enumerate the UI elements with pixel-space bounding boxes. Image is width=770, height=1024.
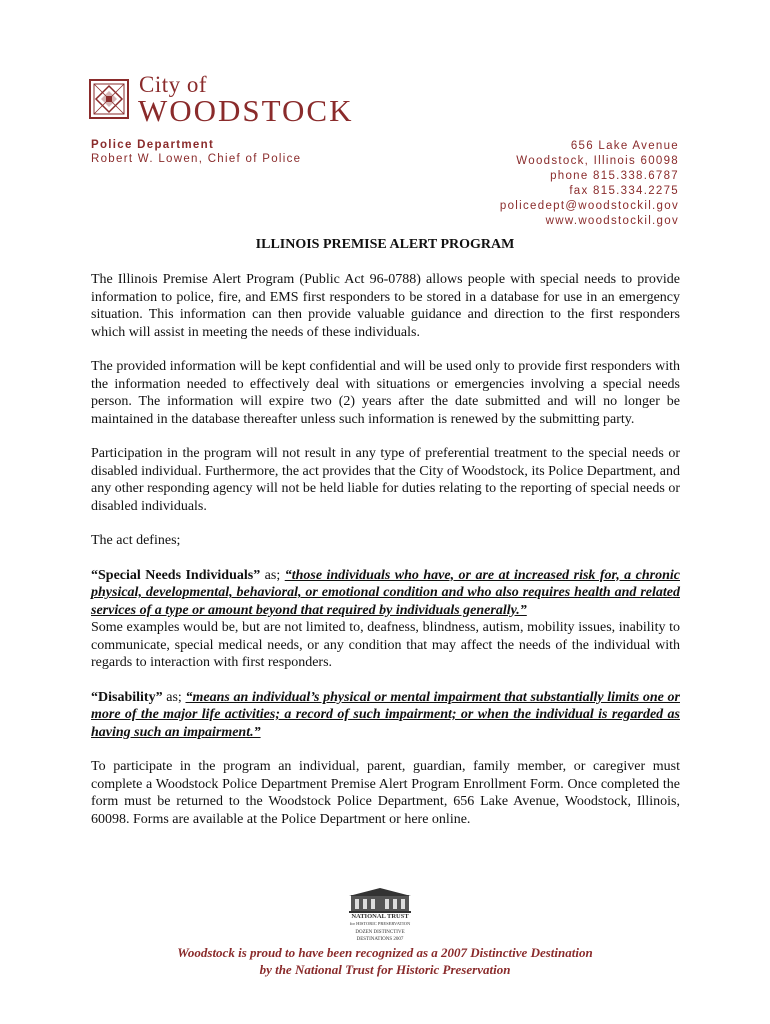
phone: phone 815.338.6787	[550, 170, 679, 182]
website-link[interactable]: www.woodstockil.gov	[545, 215, 679, 227]
city-name: WOODSTOCK	[138, 93, 354, 128]
paragraph-intro: The Illinois Premise Alert Program (Public Act 96-0788) allows people with special needs to provide information to police, fire, and EMS first responders to be stored in a database for use in an emergency situation. This information can then provide valuable guidance and direction to the first responders which will assist in meeting the needs of these individuals.	[91, 272, 680, 340]
definition-special-needs	[91, 567, 680, 620]
email-link[interactable]: policedept@woodstockil.gov	[499, 200, 679, 212]
special-needs-examples: Some examples would be, but are not limited to, deafness, blindness, autism, mobility issues, inability to communicate, special medical needs, or any condition that may affect the needs of the individual with regards to interaction with first responders.	[91, 620, 680, 670]
paragraph-how-to-participate: To participate in the program an individual, parent, guardian, family member, or caregiver must complete a Woodstock Police Department Premise Alert Program Enrollment Form. Once completed the form must be returned to the Woodstock Police Department, 656 Lake Avenue, Woodstock, Illinois, 60098. Forms are available at the Police Department or here online.	[91, 759, 680, 827]
definition-text-special-needs: “those individuals who have, or are at increased risk for, a chronic physical, developmental, behavioral, or emotional condition and who also requires health and related services of a type or amount beyond that required by individuals generally.”	[91, 567, 680, 618]
paragraph-confidentiality: The provided information will be kept confidential and will be used only to provide first responders with the information needed to effectively deal with situations or emergencies involving a special needs person. The information will expire two (2) years after the date submitted and will no longer be maintained in the database thereafter unless such information is renewed by the submitting party.	[91, 359, 680, 427]
footer-line-2: by the National Trust for Historic Preservation	[259, 962, 511, 977]
footer-line-1: Woodstock is proud to have been recognized as a 2007 Distinctive Destination	[177, 945, 593, 960]
term-disability: “Disability”	[91, 689, 163, 705]
body-text	[91, 271, 680, 828]
city-prefix: City of	[139, 72, 208, 97]
department-name: Police Department	[91, 139, 215, 151]
badge-line-4: DESTINATIONS 2007	[356, 936, 404, 942]
as-label: as;	[260, 567, 285, 583]
paragraph-participation: Participation in the program will not result in any type of preferential treatment to the special needs or disabled individual. Furthermore, the act provides that the City of Woodstock, its Police Department, and any other responding agency will not be held liable for duties relating to the reporting of special needs or disabled individuals.	[91, 446, 680, 514]
paragraph-act-defines: The act defines;	[91, 533, 181, 548]
badge-line-2: for HISTORIC PRESERVATION	[349, 920, 411, 926]
national-trust-badge	[343, 887, 417, 945]
contact-block	[500, 139, 679, 229]
badge-line-3: DOZEN DISTINCTIVE	[355, 930, 405, 935]
definition-disability	[91, 689, 680, 742]
city-state: Woodstock, Illinois 60098	[516, 155, 679, 167]
fax: fax 815.334.2275	[569, 185, 679, 197]
address: 656 Lake Avenue	[570, 140, 679, 152]
historic-building-icon	[343, 887, 417, 913]
as-label: as;	[162, 689, 186, 705]
term-special-needs: “Special Needs Individuals”	[91, 567, 261, 583]
footer-recognition	[0, 944, 770, 978]
chief-name: Robert W. Lowen, Chief of Police	[91, 153, 302, 165]
definition-text-disability: “means an individual’s physical or mental impairment that substantially limits one or more of the major life activities; a record of such impairment; or when the individual is regarded as having such an impairment.”	[91, 689, 680, 740]
document-title: ILLINOIS PREMISE ALERT PROGRAM	[255, 237, 515, 252]
city-seal-logo	[89, 79, 129, 119]
badge-line-1: NATIONAL TRUST	[351, 913, 409, 920]
